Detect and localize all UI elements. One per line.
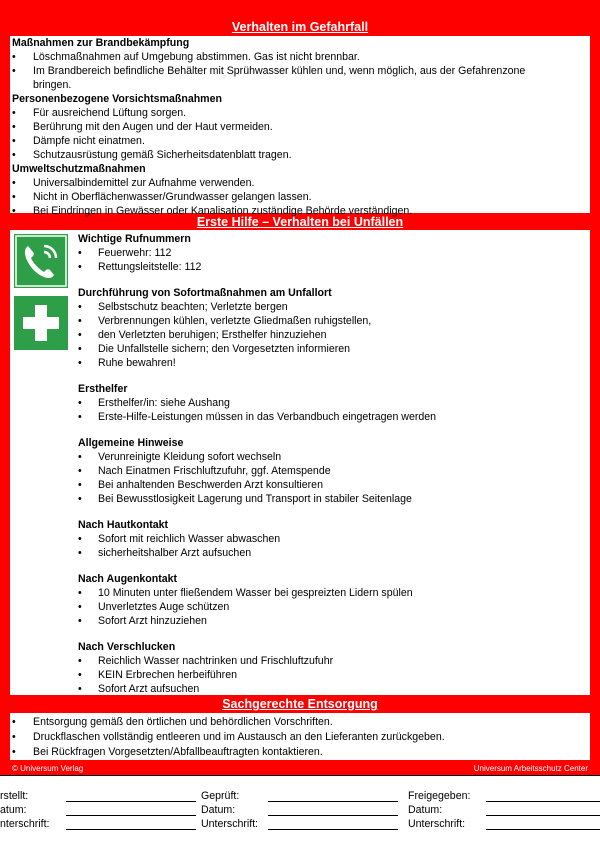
signature-label: Datum:	[201, 804, 236, 816]
bullet: •	[78, 397, 82, 409]
list-item-text: Verbrennungen kühlen, verletzte Gliedmaßen ruhigstellen,	[98, 315, 372, 327]
signature-line[interactable]	[268, 801, 398, 802]
signature-label: nterschrift:	[0, 818, 50, 830]
group-heading: Personenbezogene Vorsichtsmaßnahmen	[12, 93, 222, 105]
bullet: •	[78, 655, 82, 667]
bullet: •	[78, 247, 82, 259]
list-item-text: Ersthelfer/in: siehe Aushang	[98, 397, 230, 409]
list-item-text: Bei Bewusstlosigkeit Lagerung und Transport in stabiler Seitenlage	[98, 493, 412, 505]
signature-label: rstellt:	[0, 790, 29, 802]
list-item	[10, 356, 580, 370]
bullet: •	[12, 135, 16, 147]
list-item	[10, 600, 580, 614]
bullet: •	[78, 683, 82, 695]
list-item	[10, 190, 580, 204]
bullet: •	[12, 121, 16, 133]
signature-label: atum:	[0, 804, 27, 816]
list-item	[10, 342, 580, 356]
section-title-entsorgung: Sachgerechte Entsorgung	[222, 697, 378, 711]
list-item-text: Bei Rückfragen Vorgesetzten/Abfallbeauftragten kontaktieren.	[33, 746, 323, 758]
list-item	[10, 668, 580, 682]
list-item	[10, 314, 580, 328]
list-item	[10, 464, 580, 478]
signature-label: Unterschrift:	[408, 818, 466, 830]
list-item-text: Unverletztes Auge schützen	[98, 601, 230, 613]
bullet: •	[78, 411, 82, 423]
list-item-text: Ruhe bewahren!	[98, 357, 176, 369]
list-item-text: Erste-Hilfe-Leistungen müssen in das Verbandbuch eingetragen werden	[98, 411, 437, 423]
signature-line[interactable]	[66, 829, 196, 830]
list-item	[10, 410, 580, 424]
list-item-text: Rettungsleitstelle: 112	[98, 261, 202, 273]
bullet: •	[12, 191, 16, 203]
bullet: •	[78, 261, 82, 273]
list-item	[10, 654, 580, 668]
list-item	[10, 120, 580, 134]
list-item	[10, 300, 580, 314]
list-item	[10, 106, 580, 120]
list-item	[10, 745, 580, 759]
bullet: •	[78, 301, 82, 313]
divider	[0, 775, 600, 776]
bullet: •	[12, 716, 16, 728]
list-item-text: Die Unfallstelle sichern; den Vorgesetzten informieren	[98, 343, 351, 355]
bullet: •	[78, 479, 82, 491]
bullet: •	[12, 51, 16, 63]
section-gefahrfall	[10, 36, 590, 217]
list-item	[10, 260, 580, 274]
list-item	[10, 396, 580, 410]
list-item-text: Feuerwehr: 112	[98, 247, 172, 259]
footer-publisher: © Universum Verlag	[12, 764, 84, 773]
bullet: •	[12, 149, 16, 161]
list-item	[10, 478, 580, 492]
footer-brand: Universum Arbeitsschutz Center	[473, 764, 588, 773]
list-item-text: Druckflaschen vollständig entleeren und im Austausch an den Lieferanten zurückgeben.	[33, 731, 445, 743]
group-heading: Wichtige Rufnummern	[78, 233, 191, 245]
bullet: •	[12, 65, 16, 77]
bullet: •	[78, 547, 82, 559]
signature-line[interactable]	[486, 815, 600, 816]
list-item-text: Reichlich Wasser nachtrinken und Frischluftzufuhr	[98, 655, 334, 667]
list-item-text: Verunreinigte Kleidung sofort wechseln	[98, 451, 282, 463]
group-heading: Nach Hautkontakt	[78, 519, 169, 531]
list-item-text: Dämpfe nicht einatmen.	[33, 135, 145, 147]
group-heading: Ersthelfer	[78, 383, 128, 395]
signature-line[interactable]	[66, 815, 196, 816]
bullet: •	[78, 533, 82, 545]
list-item	[10, 328, 580, 342]
section-title-gefahrfall: Verhalten im Gefahrfall	[231, 20, 369, 34]
list-item-text: Sofort Arzt aufsuchen	[98, 683, 200, 695]
list-item	[10, 246, 580, 260]
section-entsorgung	[10, 713, 590, 760]
list-item-text: 10 Minuten unter fließendem Wasser bei gespreizten Lidern spülen	[98, 587, 413, 599]
list-item	[10, 715, 580, 729]
bullet: •	[12, 731, 16, 743]
signature-line[interactable]	[486, 801, 600, 802]
list-item-text: bringen.	[33, 79, 72, 91]
group-heading: Maßnahmen zur Brandbekämpfung	[12, 37, 190, 49]
bullet: •	[78, 343, 82, 355]
group-heading: Nach Verschlucken	[78, 641, 176, 653]
group-heading: Durchführung von Sofortmaßnahmen am Unfallort	[78, 287, 332, 299]
group-heading: Nach Augenkontakt	[78, 573, 178, 585]
bullet: •	[78, 493, 82, 505]
list-item-text: Schutzausrüstung gemäß Sicherheitsdatenblatt tragen.	[33, 149, 292, 161]
signature-label: Datum:	[408, 804, 443, 816]
list-item	[10, 78, 580, 92]
bullet: •	[78, 601, 82, 613]
bullet: •	[78, 615, 82, 627]
signature-label: Freigegeben:	[408, 790, 471, 802]
list-item-text: Sofort mit reichlich Wasser abwaschen	[98, 533, 281, 545]
emergency-phone-icon	[14, 234, 68, 288]
list-item-text: KEIN Erbrechen herbeiführen	[98, 669, 237, 681]
list-item-text: den Verletzten beruhigen; Ersthelfer hinzuziehen	[98, 329, 327, 341]
bullet: •	[12, 107, 16, 119]
bullet: •	[12, 177, 16, 189]
list-item-text: Für ausreichend Lüftung sorgen.	[33, 107, 187, 119]
signature-label: Geprüft:	[201, 790, 240, 802]
list-item	[10, 546, 580, 560]
list-item	[10, 492, 580, 506]
first-aid-cross-icon	[14, 296, 68, 350]
group-heading: Umweltschutzmaßnahmen	[12, 163, 146, 175]
bullet: •	[78, 669, 82, 681]
bullet: •	[12, 205, 16, 217]
bullet: •	[78, 329, 82, 341]
list-item-text: Selbstschutz beachten; Verletzte bergen	[98, 301, 288, 313]
list-item-text: Bei anhaltenden Beschwerden Arzt konsultieren	[98, 479, 323, 491]
signature-label: Unterschrift:	[201, 818, 259, 830]
list-item	[10, 450, 580, 464]
list-item-text: Bei Eindringen in Gewässer oder Kanalisation zuständige Behörde verständigen.	[33, 205, 413, 217]
list-item-text: Universalbindemittel zur Aufnahme verwenden.	[33, 177, 255, 189]
list-item	[10, 176, 580, 190]
list-item-text: Entsorgung gemäß den örtlichen und behördlichen Vorschriften.	[33, 716, 333, 728]
group-heading: Allgemeine Hinweise	[78, 437, 184, 449]
signature-line[interactable]	[66, 801, 196, 802]
section-erste-hilfe	[10, 230, 590, 695]
list-item-text: Nicht in Oberflächenwasser/Grundwasser gelangen lassen.	[33, 191, 312, 203]
list-item	[10, 730, 580, 744]
list-item	[10, 134, 580, 148]
list-item	[10, 532, 580, 546]
bullet: •	[78, 451, 82, 463]
list-item	[10, 50, 580, 64]
bullet: •	[78, 315, 82, 327]
bullet: •	[12, 746, 16, 758]
list-item-text: Im Brandbereich befindliche Behälter mit Sprühwasser kühlen und, wenn möglich, aus der Gefahrenzone	[33, 65, 526, 77]
list-item-text: Nach Einatmen Frischluftzufuhr, ggf. Atemspende	[98, 465, 331, 477]
section-title-erste-hilfe: Erste Hilfe – Verhalten bei Unfällen	[196, 215, 404, 229]
list-item-text: Berührung mit den Augen und der Haut vermeiden.	[33, 121, 273, 133]
signature-line[interactable]	[268, 815, 398, 816]
list-item	[10, 64, 580, 78]
list-item-text: Sofort Arzt hinzuziehen	[98, 615, 207, 627]
list-item	[10, 682, 580, 696]
bullet: •	[78, 357, 82, 369]
list-item	[10, 614, 580, 628]
list-item-text: sicherheitshalber Arzt aufsuchen	[98, 547, 252, 559]
signature-line[interactable]	[486, 829, 600, 830]
list-item	[10, 586, 580, 600]
bullet: •	[78, 465, 82, 477]
signature-line[interactable]	[268, 829, 398, 830]
bullet: •	[78, 587, 82, 599]
list-item	[10, 148, 580, 162]
list-item-text: Löschmaßnahmen auf Umgebung abstimmen. Gas ist nicht brennbar.	[33, 51, 360, 63]
